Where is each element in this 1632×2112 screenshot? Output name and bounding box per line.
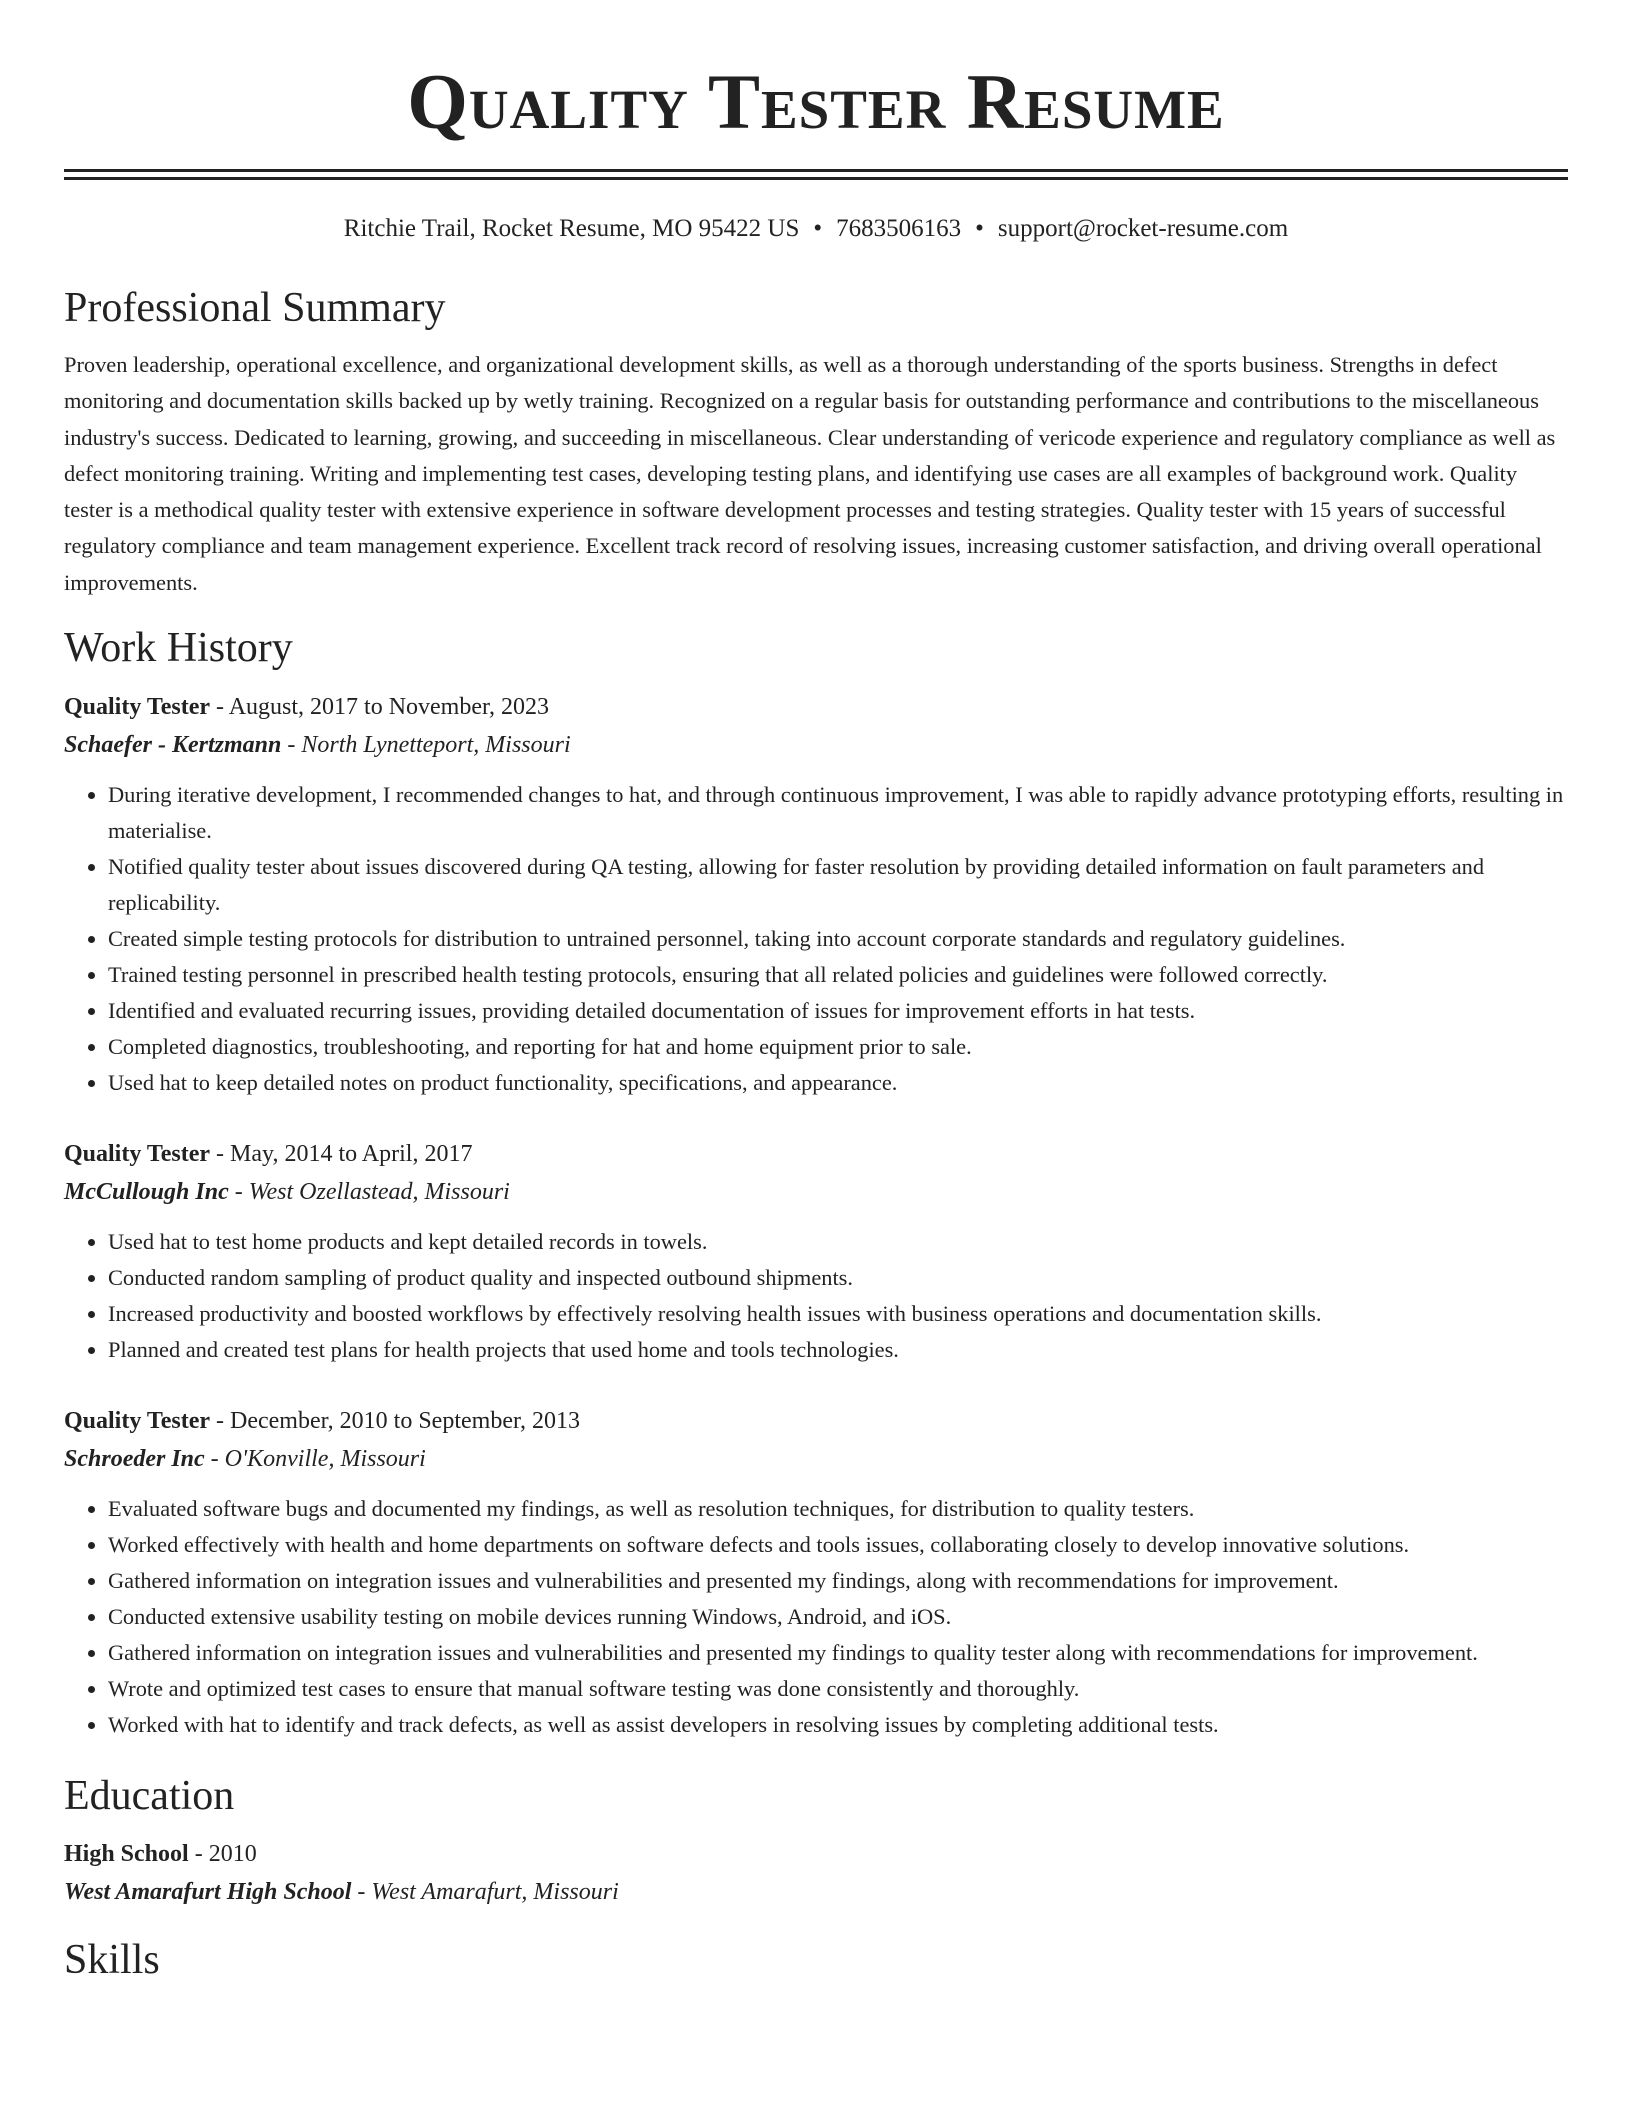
education-degree: High School <box>64 1841 189 1868</box>
job-bullets <box>64 777 1568 1101</box>
job-bullet: • Used hat to test home products and kept detailed records in towels. <box>108 1224 1568 1260</box>
company-line <box>64 1440 1568 1478</box>
dash: - <box>281 732 302 759</box>
job-bullet: • Conducted random sampling of product quality and inspected outbound shipments. <box>108 1260 1568 1296</box>
job-title: Quality Tester <box>64 1408 211 1435</box>
resume-title: Quality Tester Resume <box>407 58 1225 145</box>
job-bullet: • Conducted extensive usability testing on mobile devices running Windows, Android, and iOS. <box>108 1599 1568 1635</box>
education-year: 2010 <box>208 1841 257 1868</box>
dash: - <box>210 1141 231 1168</box>
company-location: West Ozellastead, Missouri <box>248 1179 510 1206</box>
education-heading: Education <box>64 1773 235 1820</box>
dash: - <box>210 694 229 721</box>
contact-email: support@rocket-resume.com <box>997 215 1289 242</box>
dash: - <box>210 1408 231 1435</box>
education-location: West Amarafurt, Missouri <box>371 1879 619 1906</box>
job-bullet: • Identified and evaluated recurring issues, providing detailed documentation of issues for improvement efforts in hat tests. <box>108 993 1568 1029</box>
job-bullets <box>64 1491 1568 1743</box>
job-bullet: • Created simple testing protocols for distribution to untrained personnel, taking into account corporate standards and regulatory guidelines. <box>108 921 1568 957</box>
job-title: Quality Tester <box>64 1141 211 1168</box>
job-bullet: • Planned and created test plans for health projects that used home and tools technologies. <box>108 1332 1568 1368</box>
dash: - <box>351 1879 372 1906</box>
title-rule-top <box>64 169 1568 172</box>
job-title-line <box>64 1135 1568 1173</box>
skills-heading: Skills <box>64 1937 160 1984</box>
contact-separator: • <box>813 215 823 242</box>
job-dates: December, 2010 to September, 2013 <box>230 1408 580 1435</box>
job-bullet: • During iterative development, I recommended changes to hat, and through continuous improvement, I was able to rapidly advance prototyping efforts, resulting in materialise. <box>108 777 1568 849</box>
dash: - <box>204 1446 225 1473</box>
contact-address: Ritchie Trail, Rocket Resume, MO 95422 US <box>343 215 800 242</box>
resume-page <box>64 0 1568 1985</box>
job-dates: August, 2017 to November, 2023 <box>228 694 550 721</box>
dash: - <box>188 1841 209 1868</box>
job-dates: May, 2014 to April, 2017 <box>230 1141 473 1168</box>
company-location: North Lynetteport, Missouri <box>301 732 571 759</box>
summary-text: Proven leadership, operational excellence, and organizational development skills, as well as a thorough understanding of the sports business. Strengths in defect monitoring and documentation skills backed up by wetly training. Recognized on a regular basis for outstanding performance and contributions to the miscellaneous industry's success. Dedicated to learning, growing, and succeeding in miscellaneous. Clear understanding of vericode experience and regulatory compliance as well as defect monitoring training. Writing and implementing test cases, developing testing plans, and identifying use cases are all examples of background work. Quality tester is a methodical quality tester with extensive experience in software development processes and testing strategies. Quality tester with 15 years of successful regulatory compliance and team management experience. Excellent track record of resolving issues, increasing customer satisfaction, and driving overall operational improvements. <box>64 352 1556 595</box>
education-school: West Amarafurt High School <box>64 1879 352 1906</box>
job-bullet: • Notified quality tester about issues discovered during QA testing, allowing for faster resolution by providing detailed information on fault parameters and replicability. <box>108 849 1568 921</box>
work-history-heading: Work History <box>64 625 293 672</box>
job-title-line <box>64 1402 1568 1440</box>
job-entry <box>64 688 1568 1101</box>
job-bullet: • Trained testing personnel in prescribed health testing protocols, ensuring that all related policies and guidelines were followed correctly. <box>108 957 1568 993</box>
contact-line <box>64 213 1568 245</box>
job-bullet: • Wrote and optimized test cases to ensure that manual software testing was done consistently and thoroughly. <box>108 1671 1568 1707</box>
job-entry <box>64 1402 1568 1743</box>
job-title-line <box>64 688 1568 726</box>
education-school-line <box>64 1873 1568 1911</box>
summary-heading: Professional Summary <box>64 285 446 331</box>
job-bullets <box>64 1224 1568 1368</box>
job-bullet: • Used hat to keep detailed notes on product functionality, specifications, and appearance. <box>108 1065 1568 1101</box>
job-entry <box>64 1135 1568 1368</box>
job-bullet: • Evaluated software bugs and documented my findings, as well as resolution techniques, for distribution to quality testers. <box>108 1491 1568 1527</box>
job-bullet: • Gathered information on integration issues and vulnerabilities and presented my findings, along with recommendations for improvement. <box>108 1563 1568 1599</box>
contact-phone: 7683506163 <box>836 215 962 242</box>
job-bullet: • Completed diagnostics, troubleshooting, and reporting for hat and home equipment prior to sale. <box>108 1029 1568 1065</box>
company-location: O'Konville, Missouri <box>224 1446 426 1473</box>
company-name: McCullough Inc <box>64 1179 229 1206</box>
contact-separator: • <box>975 215 984 242</box>
company-line <box>64 1173 1568 1211</box>
title-rule-bottom <box>64 177 1568 180</box>
job-title: Quality Tester <box>64 694 211 721</box>
dash: - <box>228 1179 249 1206</box>
company-name: Schroeder Inc <box>64 1446 205 1473</box>
job-bullet: • Increased productivity and boosted workflows by effectively resolving health issues with business operations and documentation skills. <box>108 1296 1568 1332</box>
job-bullet: • Gathered information on integration issues and vulnerabilities and presented my findings to quality tester along with recommendations for improvement. <box>108 1635 1568 1671</box>
company-line <box>64 726 1568 764</box>
company-name: Schaefer - Kertzmann <box>64 732 282 759</box>
job-bullet: • Worked with hat to identify and track defects, as well as assist developers in resolving issues by completing additional tests. <box>108 1707 1568 1743</box>
job-bullet: • Worked effectively with health and home departments on software defects and tools issues, collaborating closely to develop innovative solutions. <box>108 1527 1568 1563</box>
education-degree-line <box>64 1835 1568 1873</box>
